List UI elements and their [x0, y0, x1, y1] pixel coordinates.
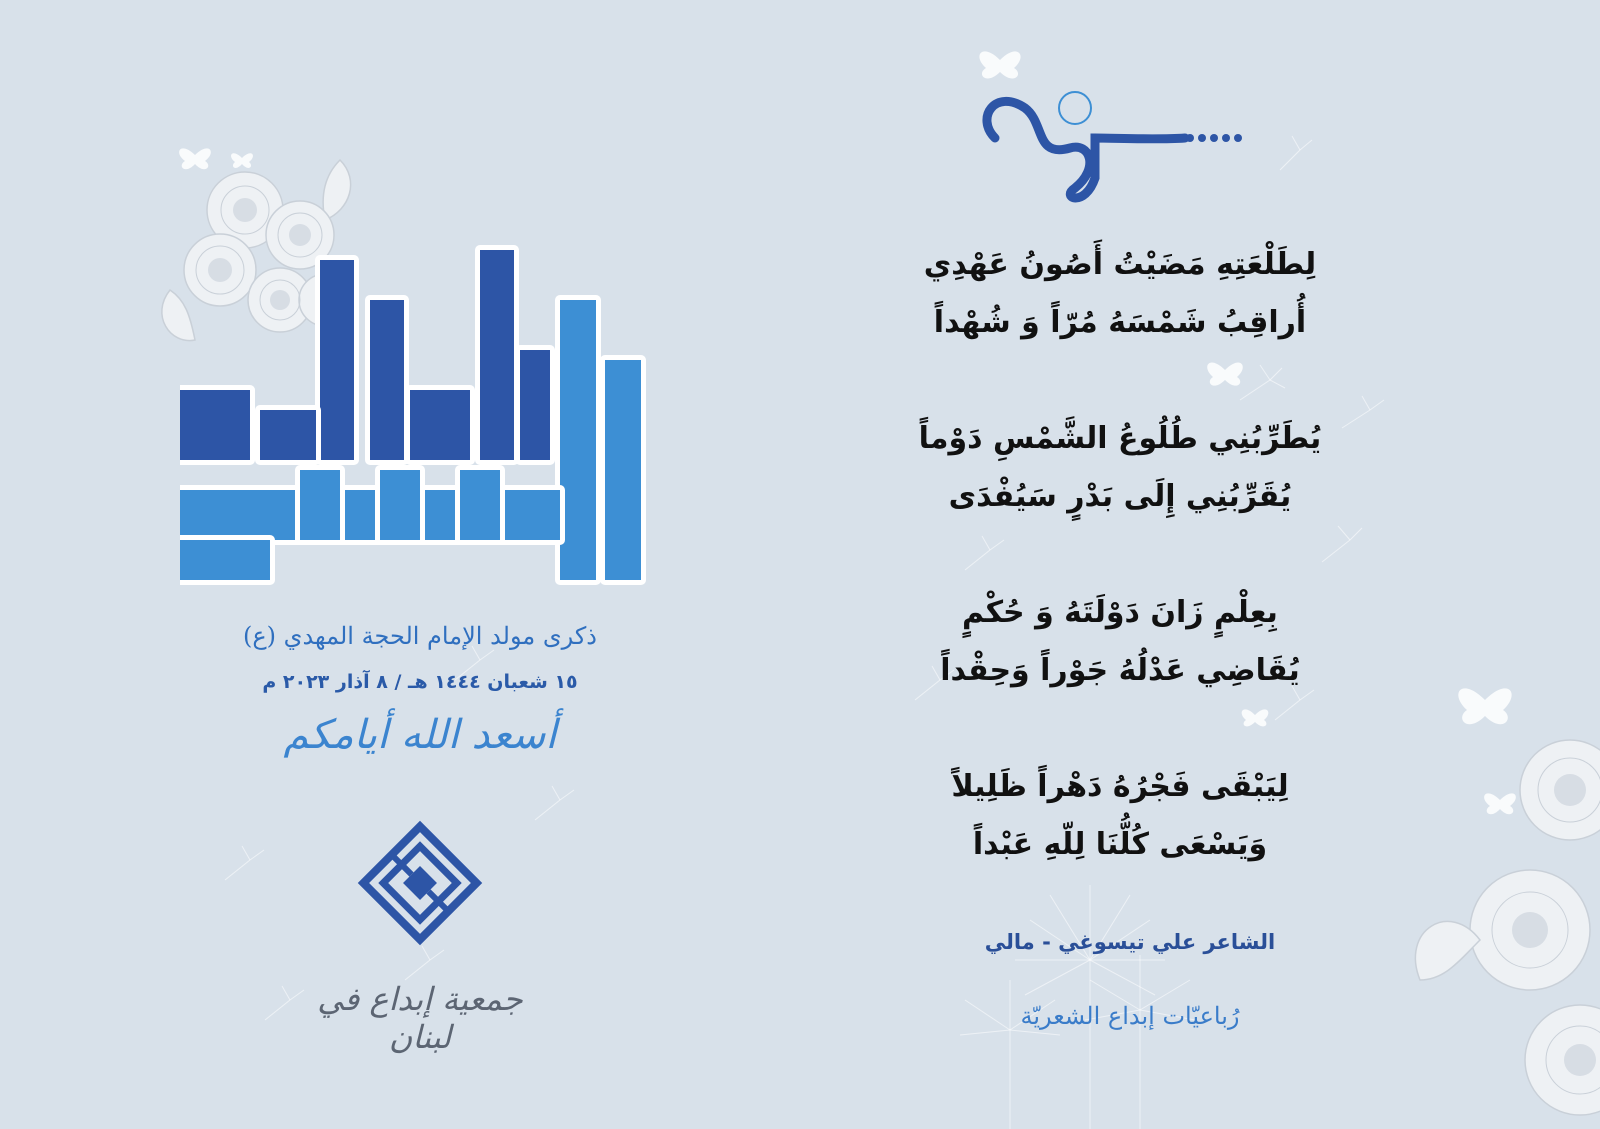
verse-line: أُراقِبُ شَمْسَهُ مُرّاً وَ شُهْداً [933, 305, 1307, 340]
butterfly-icon [979, 51, 1020, 78]
verse-line: وَيَسْعَى كُلُّنَا لِلّهِ عَبْداً [972, 827, 1268, 862]
title-calligraphy [180, 240, 660, 610]
poem-stanza [905, 758, 1335, 874]
association-logo: جمعية إبداع في لبنان [317, 980, 523, 1056]
kufic-square-icon [357, 820, 483, 946]
verse-line: بِعِلْمٍ زَانَ دَوْلَتَهُ وَ حُكْمٍ [962, 595, 1278, 630]
verse-line: يُطَرِّبُنِي طُلُوعُ الشَّمْسِ دَوْماً [918, 421, 1322, 456]
verse-line: لِطَلْعَتِهِ مَضَيْتُ أَصُونُ عَهْدِي [923, 247, 1317, 282]
event-date: ١٥ شعبان ١٤٤٤ هـ / ٨ آذار ٢٠٢٣ م [262, 671, 578, 693]
event-subtitle: ذكرى مولد الإمام الحجة المهدي (ع) [242, 622, 597, 650]
mahdi-calligraphy-logo [975, 78, 1275, 218]
paper-flower-icon [1400, 680, 1600, 1129]
poem-stanza [905, 584, 1335, 700]
greeting-calligraphy: أسعد الله أيامكم [283, 712, 557, 758]
poem [905, 236, 1335, 932]
verse-line: يُقَرِّبُنِي إِلَى بَدْرٍ سَيُفْدَى [948, 479, 1292, 514]
poem-stanza [905, 410, 1335, 526]
kufic-title-art [180, 240, 660, 610]
series-title: رُباعيّات إبداع الشعريّة [1020, 1002, 1240, 1030]
verse-line: يُقَاضِي عَدْلُهُ جَوْراً وَحِقْداً [940, 653, 1300, 688]
verse-line: لِيَبْقَى فَجْرُهُ دَهْراً ظَلِيلاً [951, 769, 1289, 804]
poet-credit: الشاعر علي تيسوغي - مالي [984, 930, 1276, 954]
poem-stanza [905, 236, 1335, 352]
